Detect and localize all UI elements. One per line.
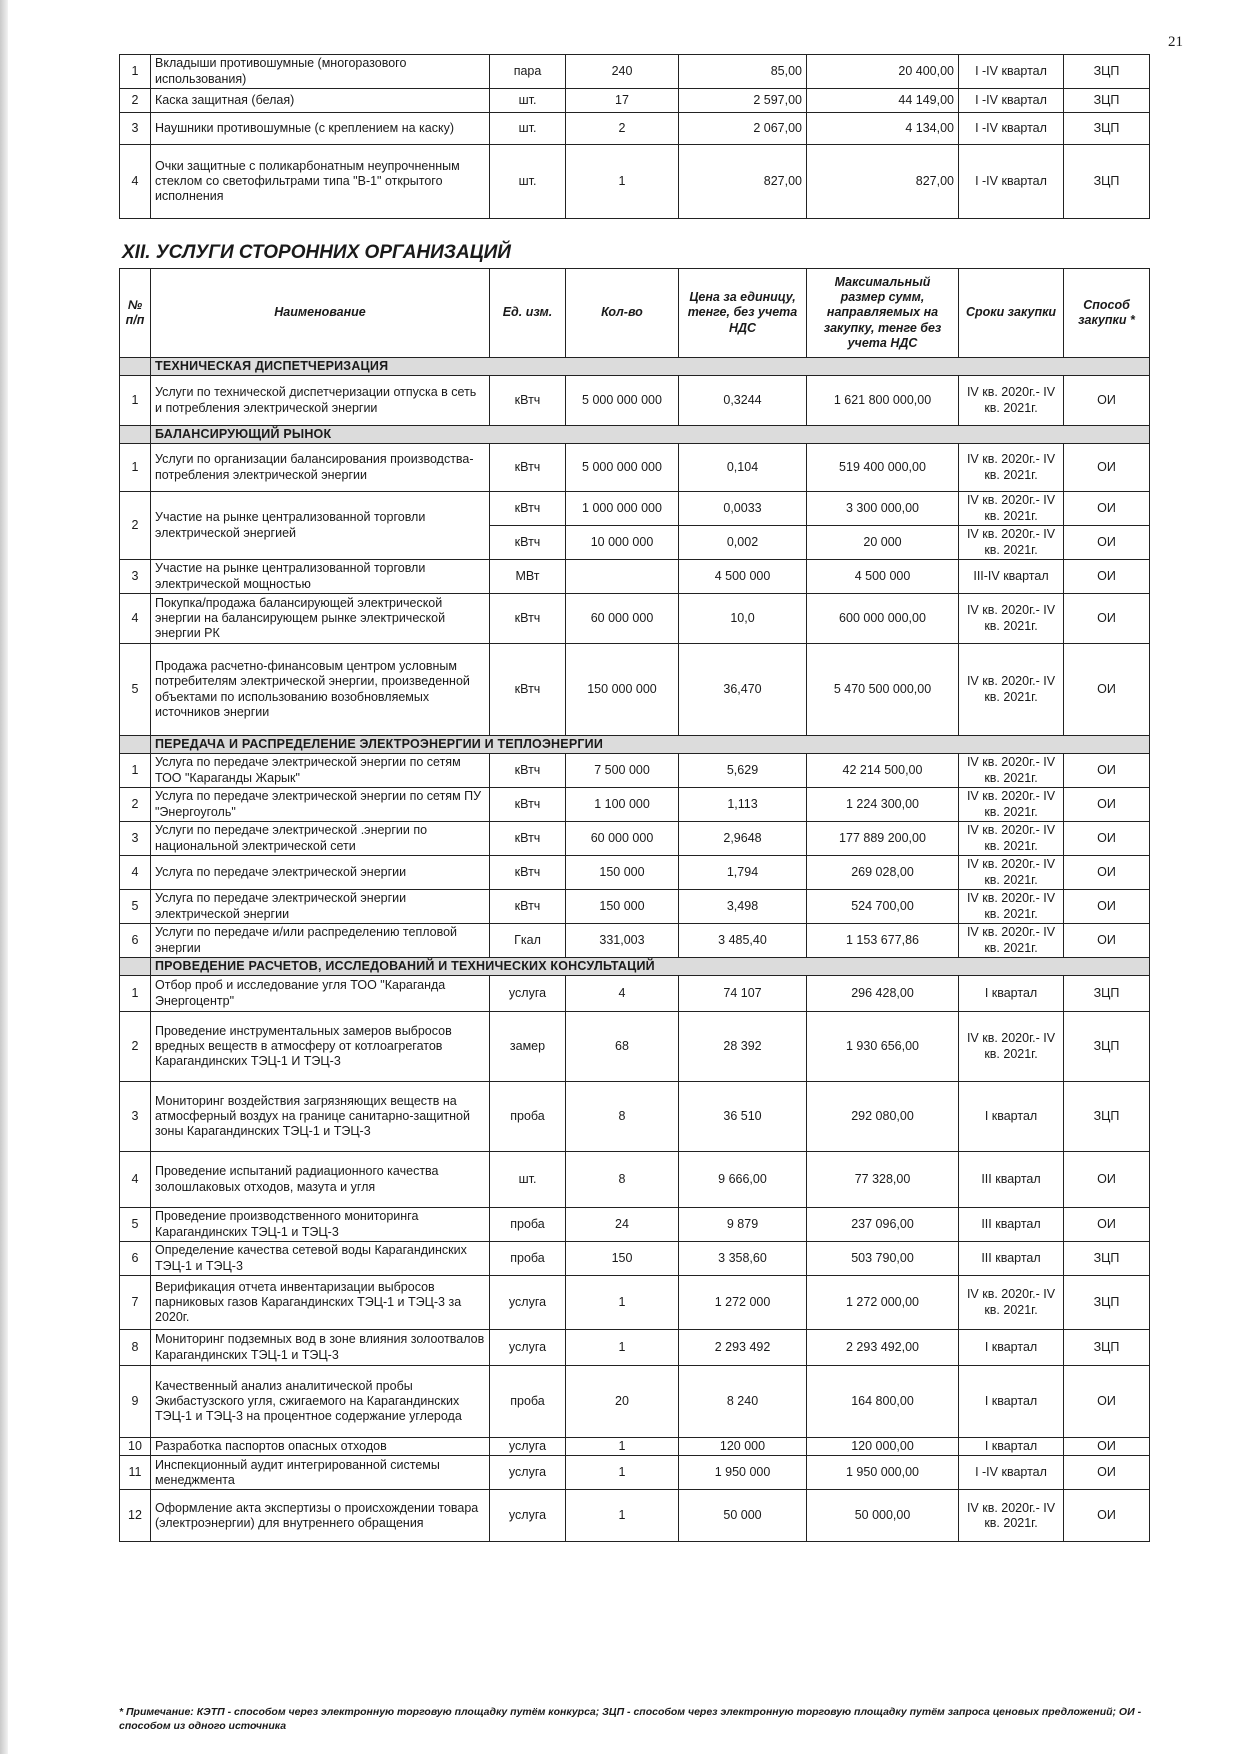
item-sum: 1 224 300,00: [807, 788, 959, 822]
item-method: ЗЦП: [1064, 1012, 1150, 1082]
item-term: IV кв. 2020г.- IV кв. 2021г.: [959, 1276, 1064, 1330]
item-unit: услуга: [490, 1490, 566, 1542]
item-term: IV кв. 2020г.- IV кв. 2021г.: [959, 822, 1064, 856]
item-name: Наушники противошумные (с креплением на каску): [151, 113, 490, 145]
item-term: IV кв. 2020г.- IV кв. 2021г.: [959, 924, 1064, 958]
item-name: Определение качества сетевой воды Карагандинских ТЭЦ-1 и ТЭЦ-3: [151, 1242, 490, 1276]
item-unit: шт.: [490, 1152, 566, 1208]
table-row: [120, 754, 1150, 788]
item-unit: кВтч: [490, 822, 566, 856]
item-method: ЗЦП: [1064, 1276, 1150, 1330]
row-number: 4: [120, 1152, 151, 1208]
table-row: [120, 1456, 1150, 1490]
row-number: 2: [120, 788, 151, 822]
header-name: Наименование: [151, 269, 490, 358]
item-qty: 17: [566, 89, 679, 113]
header-method: Способ закупки *: [1064, 269, 1150, 358]
table-row: [120, 55, 1150, 89]
item-sum: 20 000: [807, 526, 959, 560]
item-method: ОИ: [1064, 594, 1150, 644]
item-name: Участие на рынке централизованной торговли электрической мощностью: [151, 560, 490, 594]
row-number: 9: [120, 1366, 151, 1438]
row-number: 6: [120, 924, 151, 958]
item-unit: проба: [490, 1208, 566, 1242]
item-qty: 7 500 000: [566, 754, 679, 788]
item-qty: 1: [566, 1438, 679, 1456]
item-qty: 5 000 000 000: [566, 376, 679, 426]
row-number: 6: [120, 1242, 151, 1276]
section-title-text: ПЕРЕДАЧА И РАСПРЕДЕЛЕНИЕ ЭЛЕКТРОЭНЕРГИИ И ТЕПЛОЭНЕРГИИ: [155, 736, 604, 751]
section-row: [120, 736, 1150, 754]
item-name: Услуги по технической диспетчеризации отпуска в сеть и потребления электрической энергии: [151, 376, 490, 426]
item-price: 3,498: [679, 890, 807, 924]
row-number: 5: [120, 890, 151, 924]
table-row: [120, 113, 1150, 145]
item-method: ОИ: [1064, 890, 1150, 924]
item-term: I квартал: [959, 1082, 1064, 1152]
item-method: ОИ: [1064, 644, 1150, 736]
item-unit: кВтч: [490, 788, 566, 822]
row-number: 4: [120, 594, 151, 644]
header-price: Цена за единицу, тенге, без учета НДС: [679, 269, 807, 358]
item-term: I квартал: [959, 1330, 1064, 1366]
item-unit: кВтч: [490, 376, 566, 426]
item-qty: 1: [566, 1330, 679, 1366]
row-number: 1: [120, 55, 151, 89]
item-method: ЗЦП: [1064, 1330, 1150, 1366]
item-price: 2,9648: [679, 822, 807, 856]
row-number: 10: [120, 1438, 151, 1456]
item-name: Оформление акта экспертизы о происхождении товара (электроэнергии) для внутреннего обращения: [151, 1490, 490, 1542]
section-row: [120, 958, 1150, 976]
item-name: Услуги по организации балансирования производства-потребления электрической энергии: [151, 444, 490, 492]
item-sum: 50 000,00: [807, 1490, 959, 1542]
item-term: I -IV квартал: [959, 55, 1064, 89]
section-title: [151, 358, 1150, 376]
item-qty: 150: [566, 1242, 679, 1276]
item-method: ОИ: [1064, 1152, 1150, 1208]
item-unit: услуга: [490, 1330, 566, 1366]
item-price: 8 240: [679, 1366, 807, 1438]
item-name: Верификация отчета инвентаризации выбросов парниковых газов Карагандинских ТЭЦ-1 и ТЭЦ-3 за 2020г.: [151, 1276, 490, 1330]
table-row: [120, 594, 1150, 644]
row-number: 4: [120, 145, 151, 219]
table-row: [120, 890, 1150, 924]
table-row: [120, 145, 1150, 219]
item-unit: услуга: [490, 1438, 566, 1456]
item-price: 1,113: [679, 788, 807, 822]
item-price: 36 510: [679, 1082, 807, 1152]
item-sum: 177 889 200,00: [807, 822, 959, 856]
item-unit: шт.: [490, 145, 566, 219]
item-sum: 20 400,00: [807, 55, 959, 89]
row-number: 3: [120, 1082, 151, 1152]
item-qty: 10 000 000: [566, 526, 679, 560]
item-term: IV кв. 2020г.- IV кв. 2021г.: [959, 1012, 1064, 1082]
table-row: [120, 376, 1150, 426]
item-name: Услуга по передаче электрической энергии по сетям ТОО "Караганды Жарык": [151, 754, 490, 788]
item-method: ОИ: [1064, 1456, 1150, 1490]
item-price: 3 485,40: [679, 924, 807, 958]
item-name: Услуги по передаче и/или распределению тепловой энергии: [151, 924, 490, 958]
row-number: 3: [120, 822, 151, 856]
item-price: 3 358,60: [679, 1242, 807, 1276]
item-name: Услуга по передаче электрической энергии электрической энергии: [151, 890, 490, 924]
item-unit: МВт: [490, 560, 566, 594]
item-term: I -IV квартал: [959, 89, 1064, 113]
top-table: [119, 54, 1150, 219]
section-row: [120, 358, 1150, 376]
section-title: [151, 958, 1150, 976]
header-sum: Максимальный размер сумм, направляемых на закупку, тенге без учета НДС: [807, 269, 959, 358]
item-term: I квартал: [959, 976, 1064, 1012]
table-row: [120, 1438, 1150, 1456]
section-heading: XII. УСЛУГИ СТОРОННИХ ОРГАНИЗАЦИЙ: [122, 242, 511, 263]
item-name: Разработка паспортов опасных отходов: [151, 1438, 490, 1456]
item-name: Очки защитные с поликарбонатным неупрочненным стеклом со светофильтрами типа "В-1" открытого исполнения: [151, 145, 490, 219]
row-number: 3: [120, 560, 151, 594]
table-row: [120, 644, 1150, 736]
table-row: [120, 1366, 1150, 1438]
item-sum: 1 153 677,86: [807, 924, 959, 958]
row-number: 2: [120, 492, 151, 560]
item-sum: 292 080,00: [807, 1082, 959, 1152]
item-method: ОИ: [1064, 856, 1150, 890]
item-sum: 1 272 000,00: [807, 1276, 959, 1330]
item-sum: 77 328,00: [807, 1152, 959, 1208]
item-term: IV кв. 2020г.- IV кв. 2021г.: [959, 492, 1064, 526]
item-price: 50 000: [679, 1490, 807, 1542]
item-name: Участие на рынке централизованной торговли электрической энергией: [151, 492, 490, 560]
row-number: 1: [120, 976, 151, 1012]
item-term: IV кв. 2020г.- IV кв. 2021г.: [959, 754, 1064, 788]
row-number: 12: [120, 1490, 151, 1542]
item-method: ОИ: [1064, 822, 1150, 856]
item-unit: проба: [490, 1242, 566, 1276]
item-price: 5,629: [679, 754, 807, 788]
item-unit: услуга: [490, 1276, 566, 1330]
item-unit: услуга: [490, 1456, 566, 1490]
item-price: 827,00: [679, 145, 807, 219]
item-qty: 68: [566, 1012, 679, 1082]
item-method: ОИ: [1064, 376, 1150, 426]
item-method: ЗЦП: [1064, 89, 1150, 113]
item-qty: 2: [566, 113, 679, 145]
item-method: ОИ: [1064, 754, 1150, 788]
item-term: III-IV квартал: [959, 560, 1064, 594]
item-sum: 120 000,00: [807, 1438, 959, 1456]
item-unit: шт.: [490, 113, 566, 145]
row-number: 2: [120, 89, 151, 113]
header-qty: Кол-во: [566, 269, 679, 358]
item-sum: 503 790,00: [807, 1242, 959, 1276]
item-name: Услуги по передаче электрической .энергии по национальной электрической сети: [151, 822, 490, 856]
item-unit: кВтч: [490, 644, 566, 736]
item-method: ЗЦП: [1064, 1082, 1150, 1152]
item-term: IV кв. 2020г.- IV кв. 2021г.: [959, 1490, 1064, 1542]
item-unit: кВтч: [490, 492, 566, 526]
item-method: ОИ: [1064, 1490, 1150, 1542]
item-method: ЗЦП: [1064, 145, 1150, 219]
item-price: 9 666,00: [679, 1152, 807, 1208]
item-qty: 240: [566, 55, 679, 89]
item-unit: проба: [490, 1082, 566, 1152]
table-row: [120, 1330, 1150, 1366]
row-number: 1: [120, 376, 151, 426]
table-header-row: [120, 269, 1150, 358]
row-number: 1: [120, 754, 151, 788]
item-price: 1,794: [679, 856, 807, 890]
table-row: [120, 1012, 1150, 1082]
item-term: IV кв. 2020г.- IV кв. 2021г.: [959, 788, 1064, 822]
item-qty: 1: [566, 145, 679, 219]
item-sum: 5 470 500 000,00: [807, 644, 959, 736]
item-method: ОИ: [1064, 1208, 1150, 1242]
section-title: [151, 736, 1150, 754]
item-unit: кВтч: [490, 890, 566, 924]
item-method: ЗЦП: [1064, 1242, 1150, 1276]
item-qty: 20: [566, 1366, 679, 1438]
item-sum: 269 028,00: [807, 856, 959, 890]
item-sum: 3 300 000,00: [807, 492, 959, 526]
section-spacer: [120, 958, 151, 976]
item-sum: 519 400 000,00: [807, 444, 959, 492]
item-name: Услуга по передаче электрической энергии: [151, 856, 490, 890]
table-row: [120, 444, 1150, 492]
item-term: I -IV квартал: [959, 1456, 1064, 1490]
services-table: [119, 268, 1150, 1542]
item-qty: 150 000: [566, 856, 679, 890]
table-row: [120, 1082, 1150, 1152]
item-name: Мониторинг воздействия загрязняющих веществ на атмосферный воздух на границе санитарно-защитной зоны Карагандинских ТЭЦ-1 и ТЭЦ-3: [151, 1082, 490, 1152]
item-sum: 164 800,00: [807, 1366, 959, 1438]
item-method: ОИ: [1064, 1438, 1150, 1456]
item-term: I -IV квартал: [959, 113, 1064, 145]
item-name: Каска защитная (белая): [151, 89, 490, 113]
item-price: 85,00: [679, 55, 807, 89]
item-term: IV кв. 2020г.- IV кв. 2021г.: [959, 444, 1064, 492]
item-price: 2 067,00: [679, 113, 807, 145]
item-price: 36,470: [679, 644, 807, 736]
section-spacer: [120, 426, 151, 444]
item-name: Отбор проб и исследование угля ТОО "Караганда Энергоцентр": [151, 976, 490, 1012]
item-unit: кВтч: [490, 856, 566, 890]
item-price: 0,104: [679, 444, 807, 492]
row-number: 5: [120, 1208, 151, 1242]
item-price: 1 950 000: [679, 1456, 807, 1490]
item-term: I -IV квартал: [959, 145, 1064, 219]
item-qty: 8: [566, 1082, 679, 1152]
item-sum: 4 134,00: [807, 113, 959, 145]
item-unit: кВтч: [490, 754, 566, 788]
section-row: [120, 426, 1150, 444]
row-number: 7: [120, 1276, 151, 1330]
item-name: Вкладыши противошумные (многоразового использования): [151, 55, 490, 89]
item-qty: 24: [566, 1208, 679, 1242]
table-row: [120, 89, 1150, 113]
item-qty: 5 000 000 000: [566, 444, 679, 492]
item-name: Проведение производственного мониторинга Карагандинских ТЭЦ-1 и ТЭЦ-3: [151, 1208, 490, 1242]
table-row: [120, 924, 1150, 958]
item-unit: услуга: [490, 976, 566, 1012]
item-price: 2 293 492: [679, 1330, 807, 1366]
item-sum: 524 700,00: [807, 890, 959, 924]
item-sum: 1 930 656,00: [807, 1012, 959, 1082]
item-qty: [566, 560, 679, 594]
scan-edge-shadow: [0, 0, 8, 1754]
item-term: IV кв. 2020г.- IV кв. 2021г.: [959, 594, 1064, 644]
page-number: 21: [1168, 34, 1183, 50]
item-price: 74 107: [679, 976, 807, 1012]
item-qty: 8: [566, 1152, 679, 1208]
item-method: ОИ: [1064, 560, 1150, 594]
item-qty: 150 000 000: [566, 644, 679, 736]
item-sum: 4 500 000: [807, 560, 959, 594]
item-qty: 4: [566, 976, 679, 1012]
item-qty: 1 100 000: [566, 788, 679, 822]
item-price: 0,3244: [679, 376, 807, 426]
item-sum: 44 149,00: [807, 89, 959, 113]
row-number: 11: [120, 1456, 151, 1490]
item-name: Покупка/продажа балансирующей электрической энергии на балансирующем рынке электрической энергии РК: [151, 594, 490, 644]
item-name: Продажа расчетно-финансовым центром условным потребителям электрической энергии, произведенной объектами по использованию возобновляемых источников энергии: [151, 644, 490, 736]
header-term: Сроки закупки: [959, 269, 1064, 358]
item-qty: 1: [566, 1490, 679, 1542]
row-number: 3: [120, 113, 151, 145]
item-unit: шт.: [490, 89, 566, 113]
item-method: ЗЦП: [1064, 55, 1150, 89]
section-spacer: [120, 358, 151, 376]
section-title-text: ПРОВЕДЕНИЕ РАСЧЕТОВ, ИССЛЕДОВАНИЙ И ТЕХНИЧЕСКИХ КОНСУЛЬТАЦИЙ: [155, 958, 655, 973]
item-name: Качественный анализ аналитической пробы Экибастузского угля, сжигаемого на Карагандинских ТЭЦ-1 и ТЭЦ-3 на процентное содержание углерода: [151, 1366, 490, 1438]
item-qty: 1: [566, 1456, 679, 1490]
table-row: [120, 822, 1150, 856]
item-price: 120 000: [679, 1438, 807, 1456]
table-row: [120, 560, 1150, 594]
item-price: 0,002: [679, 526, 807, 560]
item-term: III квартал: [959, 1242, 1064, 1276]
item-qty: 150 000: [566, 890, 679, 924]
item-unit: Гкал: [490, 924, 566, 958]
row-number: 4: [120, 856, 151, 890]
item-price: 28 392: [679, 1012, 807, 1082]
row-number: 1: [120, 444, 151, 492]
item-sum: 42 214 500,00: [807, 754, 959, 788]
footnote: * Примечание: КЭТП - способом через электронную торговую площадку путём конкурса; ЗЦП - способом через электронную торговую площадку путём запроса ценовых предложений; ОИ - способом из одного источника: [119, 1706, 1142, 1733]
item-unit: кВтч: [490, 526, 566, 560]
item-term: IV кв. 2020г.- IV кв. 2021г.: [959, 644, 1064, 736]
item-method: ЗЦП: [1064, 113, 1150, 145]
item-term: IV кв. 2020г.- IV кв. 2021г.: [959, 376, 1064, 426]
item-qty: 1 000 000 000: [566, 492, 679, 526]
table-row: [120, 1152, 1150, 1208]
item-price: 4 500 000: [679, 560, 807, 594]
item-unit: замер: [490, 1012, 566, 1082]
section-spacer: [120, 736, 151, 754]
header-unit: Ед. изм.: [490, 269, 566, 358]
row-number: 2: [120, 1012, 151, 1082]
section-title-text: ТЕХНИЧЕСКАЯ ДИСПЕТЧЕРИЗАЦИЯ: [155, 358, 389, 373]
table-row: [120, 1276, 1150, 1330]
item-method: ЗЦП: [1064, 976, 1150, 1012]
item-unit: пара: [490, 55, 566, 89]
item-sum: 2 293 492,00: [807, 1330, 959, 1366]
item-term: III квартал: [959, 1208, 1064, 1242]
item-price: 1 272 000: [679, 1276, 807, 1330]
item-qty: 331,003: [566, 924, 679, 958]
item-sum: 827,00: [807, 145, 959, 219]
item-sum: 1 950 000,00: [807, 1456, 959, 1490]
item-method: ОИ: [1064, 788, 1150, 822]
item-qty: 60 000 000: [566, 594, 679, 644]
item-unit: проба: [490, 1366, 566, 1438]
item-term: I квартал: [959, 1366, 1064, 1438]
item-price: 9 879: [679, 1208, 807, 1242]
item-name: Инспекционный аудит интегрированной системы менеджмента: [151, 1456, 490, 1490]
item-method: ОИ: [1064, 924, 1150, 958]
item-method: ОИ: [1064, 1366, 1150, 1438]
item-name: Услуга по передаче электрической энергии по сетям ПУ "Энергоуголь": [151, 788, 490, 822]
table-row: [120, 492, 1150, 526]
item-sum: 296 428,00: [807, 976, 959, 1012]
row-number: 8: [120, 1330, 151, 1366]
item-name: Проведение инструментальных замеров выбросов вредных веществ в атмосферу от котлоагрегатов Карагандинских ТЭЦ-1 И ТЭЦ-3: [151, 1012, 490, 1082]
item-unit: кВтч: [490, 444, 566, 492]
item-term: I квартал: [959, 1438, 1064, 1456]
item-method: ОИ: [1064, 492, 1150, 526]
item-term: IV кв. 2020г.- IV кв. 2021г.: [959, 856, 1064, 890]
table-row: [120, 788, 1150, 822]
item-price: 2 597,00: [679, 89, 807, 113]
item-name: Проведение испытаний радиационного качества золошлаковых отходов, мазута и угля: [151, 1152, 490, 1208]
table-row: [120, 1208, 1150, 1242]
item-qty: 1: [566, 1276, 679, 1330]
table-row: [120, 1490, 1150, 1542]
item-term: IV кв. 2020г.- IV кв. 2021г.: [959, 526, 1064, 560]
item-sum: 600 000 000,00: [807, 594, 959, 644]
item-term: IV кв. 2020г.- IV кв. 2021г.: [959, 890, 1064, 924]
table-row: [120, 856, 1150, 890]
section-title: [151, 426, 1150, 444]
item-sum: 237 096,00: [807, 1208, 959, 1242]
item-method: ОИ: [1064, 526, 1150, 560]
item-unit: кВтч: [490, 594, 566, 644]
item-term: III квартал: [959, 1152, 1064, 1208]
item-name: Мониторинг подземных вод в зоне влияния золоотвалов Карагандинских ТЭЦ-1 и ТЭЦ-3: [151, 1330, 490, 1366]
table-row: [120, 1242, 1150, 1276]
header-number: № п/п: [120, 269, 151, 358]
section-title-text: БАЛАНСИРУЮЩИЙ РЫНОК: [155, 426, 332, 441]
item-method: ОИ: [1064, 444, 1150, 492]
item-price: 0,0033: [679, 492, 807, 526]
row-number: 5: [120, 644, 151, 736]
item-sum: 1 621 800 000,00: [807, 376, 959, 426]
item-price: 10,0: [679, 594, 807, 644]
item-qty: 60 000 000: [566, 822, 679, 856]
table-row: [120, 976, 1150, 1012]
